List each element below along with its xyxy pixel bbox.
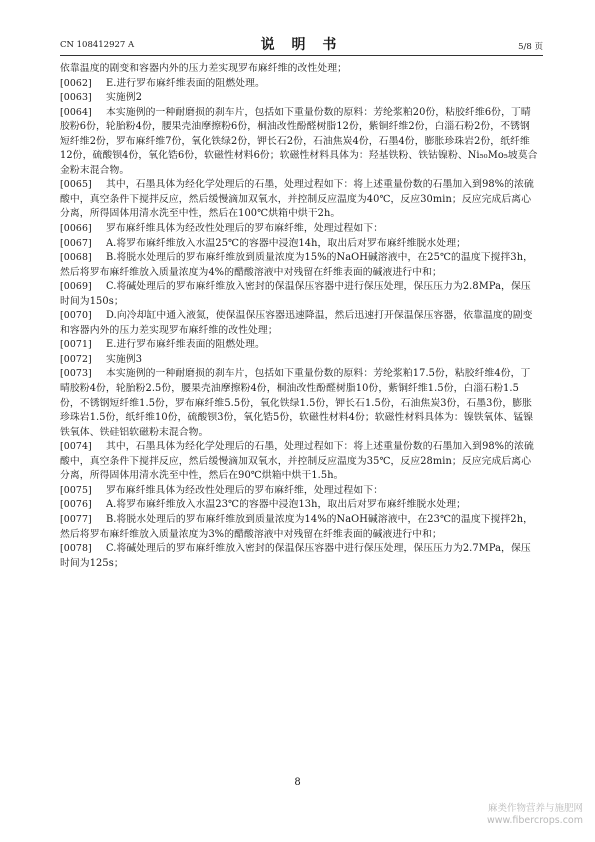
document-body (60, 62, 538, 571)
paragraph-text: 实施例2 (106, 92, 143, 104)
paragraph-text: 其中，石墨具体为经化学处理后的石墨，处理过程如下：将上述重量份数的石墨加入到98%的浓硫酸中，真空条件下搅拌反应，然后缓慢滴加双氧水，并控制反应温度为40℃，反应30min；反应完成后离心分离，所得固体用清水洗至中性，然后在100℃烘箱中烘干2h。 (60, 179, 534, 220)
paragraph-text: 罗布麻纤维具体为经改性处理后的罗布麻纤维，处理过程如下： (106, 223, 384, 235)
paragraph (60, 367, 538, 440)
paragraph-text: C.将碱处理后的罗布麻纤维放入密封的保温保压容器中进行保压处理，保压压力为2.7MPa，保压时间为125s； (60, 543, 531, 569)
paragraph (60, 106, 538, 179)
paragraph (60, 484, 538, 499)
paragraph-text: 其中，石墨具体为经化学处理后的石墨，处理过程如下：将上述重量份数的石墨加入到98%的浓硫酸中，真空条件下搅拌反应，然后缓慢滴加双氧水，并控制反应温度为35℃，反应28min；反应完成后离心分离，所得固体用清水洗至中性，然后在90℃烘箱中烘干1.5h。 (60, 441, 534, 482)
paragraph (60, 513, 538, 542)
paragraph (60, 77, 538, 92)
page-header (60, 34, 543, 54)
paragraph (60, 542, 538, 571)
paragraph (60, 309, 538, 338)
paragraph (60, 338, 538, 353)
paragraph-text: 本实施例的一种耐磨损的刹车片，包括如下重量份数的原料：芳纶浆粕17.5份，粘胶纤维4份，丁晴胶粉4份，轮胎粉2.5份，腰果壳油摩擦粉4份，桐油改性酚醛树脂10份，紫铜纤维1.5份，白淄石粉1.5份，不锈钢短纤维1.5份，罗布麻纤维5.5份，氧化铁绿1.5份，钾长石1.5份，石油焦炭3份，石墨3份，膨胀珍珠岩1.5份，纸纤维10份，硫酸钡3份，氧化锆5份，软磁性材料4份；软磁性材料具体为：镍铁氧体、锰镍铁氧体、铁硅铝软磁粉末混合物。 (60, 368, 534, 438)
paragraph (60, 91, 538, 106)
paragraph-text: C.将碱处理后的罗布麻纤维放入密封的保温保压容器中进行保压处理，保压压力为2.8MPa，保压时间为150s； (60, 281, 531, 307)
paragraph-number: [0063] (60, 92, 92, 104)
paragraph (60, 251, 538, 280)
paragraph (60, 440, 538, 484)
paragraph-text: D.向冷却缸中通入液氮，使保温保压容器迅速降温，然后迅速打开保温保压容器，依靠温度的剧变和容器内外的压力差实现罗布麻纤维的改性处理； (60, 310, 533, 336)
paragraph-text: E.进行罗布麻纤维表面的阻燃处理。 (106, 339, 265, 351)
paragraph (60, 353, 538, 368)
paragraph (60, 178, 538, 222)
paragraph-number: [0070] (60, 310, 92, 322)
paragraph-text: 实施例3 (106, 353, 143, 365)
paragraph (60, 222, 538, 237)
paragraph (60, 62, 538, 77)
paragraph (60, 280, 538, 309)
paragraph-text: B.将脱水处理后的罗布麻纤维放到质量浓度为15%的NaOH碱溶液中，在25℃的温度下搅拌3h，然后将罗布麻纤维放入质量浓度为4%的醋酸溶液中对残留在纤维表面的碱液进行中和； (60, 252, 534, 278)
paragraph-number: [0067] (60, 237, 92, 249)
paragraph-number: [0062] (60, 77, 92, 89)
header-rule (60, 55, 543, 56)
paragraph-number: [0064] (60, 106, 92, 118)
paragraph-number: [0074] (60, 441, 92, 453)
paragraph-number: [0076] (60, 499, 92, 511)
paragraph-number: [0071] (60, 339, 92, 351)
patent-number: CN 108412927 A (60, 40, 135, 50)
watermark-url: www.fibercrops.com (486, 815, 583, 826)
paragraph-number: [0069] (60, 281, 92, 293)
watermark (487, 803, 583, 827)
paragraph-number: [0077] (60, 513, 92, 525)
paragraph-number: [0078] (60, 543, 92, 555)
paragraph (60, 498, 538, 513)
paragraph-number: [0073] (60, 368, 92, 380)
page-ratio: 5/8 页 (518, 42, 543, 52)
paragraph-text: B.将脱水处理后的罗布麻纤维放到质量浓度为14%的NaOH碱溶液中，在23℃的温度下搅拌2h，然后将罗布麻纤维放入质量浓度为3%的醋酸溶液中对残留在纤维表面的碱液进行中和； (60, 513, 534, 540)
paragraph-text: 依靠温度的剧变和容器内外的压力差实现罗布麻纤维的改性处理； (60, 63, 348, 74)
paragraph-number: [0068] (60, 252, 92, 264)
paragraph-text: 本实施例的一种耐磨损的刹车片，包括如下重量份数的原料：芳纶浆粕20份，粘胶纤维6份，丁晴胶粉6份，轮胎粉4份，腰果壳油摩擦粉6份，桐油改性酚醛树脂12份，紫铜纤维2份，白淄石粉2份，不锈钢短纤维2份，罗布麻纤维7份，氧化铁绿2份，钾长石2份，石油焦炭4份，石墨4份，膨胀珍珠岩2份，纸纤维12份，硫酸钡4份，氧化锆6份，软磁性材料6份；软磁性材料具体为：羟基铁粉、铁钴镍粉、Ni₅₀Mo₅坡莫合金粉末混合物。 (60, 106, 538, 176)
paragraph (60, 237, 538, 252)
paragraph-text: A.将罗布麻纤维放入水温25℃的容器中浸泡14h，取出后对罗布麻纤维脱水处理； (106, 237, 466, 249)
paragraph-text: 罗布麻纤维具体为经改性处理后的罗布麻纤维，处理过程如下： (106, 484, 384, 496)
paragraph-number: [0065] (60, 179, 92, 191)
paragraph-text: E.进行罗布麻纤维表面的阻燃处理。 (106, 77, 265, 89)
paragraph-number: [0072] (60, 353, 92, 365)
watermark-site-name: 麻类作物营养与施肥网 (487, 803, 583, 814)
paragraph-number: [0066] (60, 223, 92, 235)
paragraph-number: [0075] (60, 484, 92, 496)
page-number: 8 (294, 777, 301, 788)
paragraph-text: A.将罗布麻纤维放入水温23℃的容器中浸泡13h，取出后对罗布麻纤维脱水处理； (106, 499, 466, 511)
document-title: 说 明 书 (260, 37, 343, 53)
